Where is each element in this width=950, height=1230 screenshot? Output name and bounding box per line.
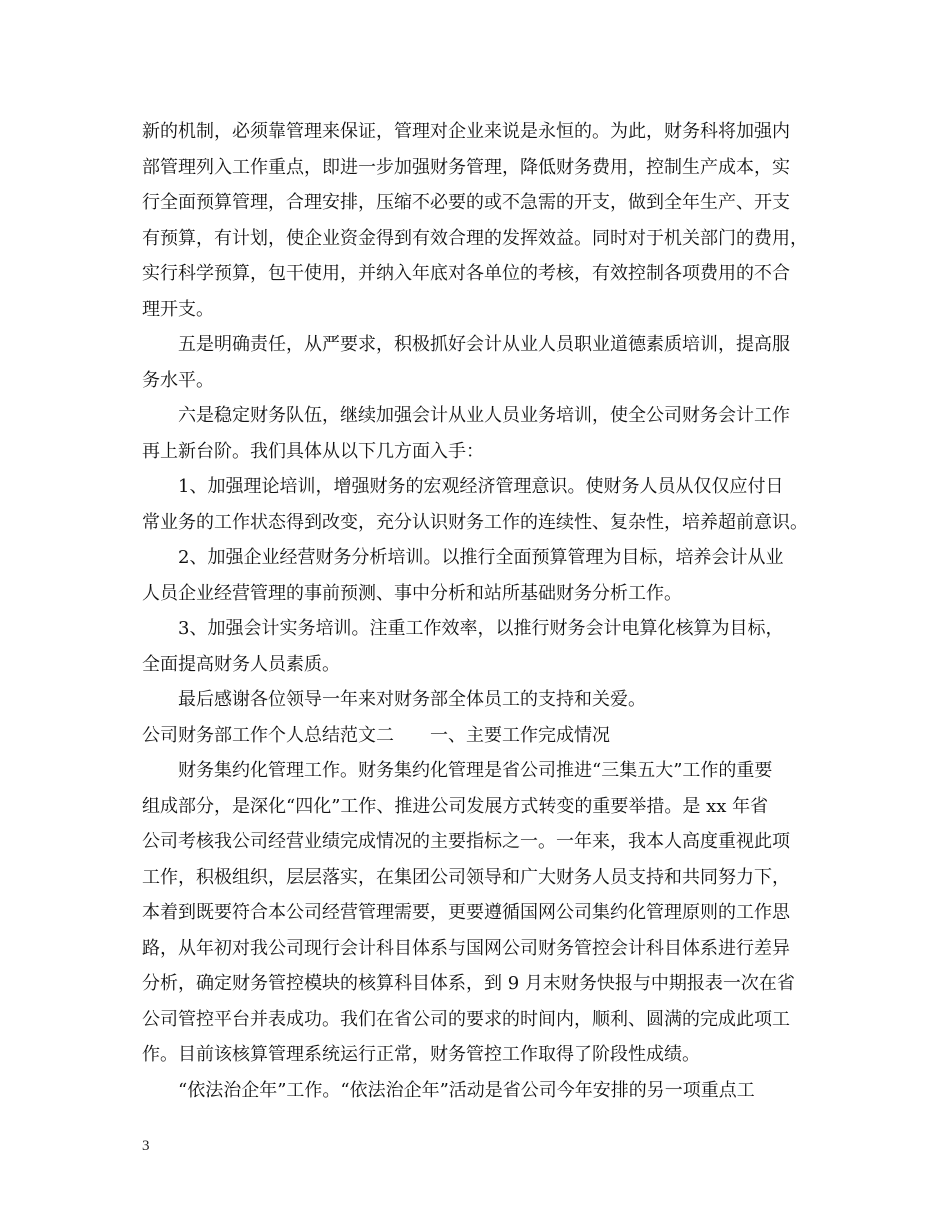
text-line: 常业务的工作状态得到改变，充分认识财务工作的连续性、复杂性，培养超前意识。 [142, 511, 808, 533]
text-line: 部管理列入工作重点，即进一步加强财务管理，降低财务费用，控制生产成本，实 [142, 156, 790, 178]
text-line: 1、加强理论培训，增强财务的宏观经济管理意识。使财务人员从仅仅应付日 [178, 476, 784, 497]
text-line: 再上新台阶。我们具体从以下几方面入手： [142, 440, 484, 462]
text-line: 作。目前该核算管理系统运行正常，财务管控工作取得了阶段性成绩。 [142, 1044, 700, 1065]
text-line: 分析，确定财务管控模块的核算科目体系，到 9 月末财务快报与中期报表一次在省 [142, 973, 795, 994]
text-line: 有预算，有计划，使企业资金得到有效合理的发挥效益。同时对于机关部门的费用， [142, 227, 808, 249]
text-line: 3、加强会计实务培训。注重工作效率，以推行财务会计电算化核算为目标， [178, 618, 784, 639]
text-line: 2、加强企业经营财务分析培训。以推行全面预算管理为目标，培养会计从业 [178, 547, 784, 568]
text-line: 理开支。 [142, 298, 214, 320]
text-line: 组成部分，是深化“四化”工作、推进公司发展方式转变的重要举措。是 xx 年省 [142, 795, 769, 817]
text-line: 本着到既要符合本公司经营管理需要，更要遵循国网公司集约化管理原则的工作思 [142, 902, 790, 923]
text-line: 务水平。 [142, 369, 214, 391]
text-line: 人员企业经营管理的事前预测、事中分析和站所基础财务分析工作。 [142, 582, 682, 604]
page-number: 3 [142, 1138, 150, 1154]
text-line: “依法治企年”工作。“依法治企年”活动是省公司今年安排的另一项重点工 [178, 1079, 755, 1101]
text-line: 公司管控平台并表成功。我们在省公司的要求的时间内，顺利、圆满的完成此项工 [142, 1008, 790, 1030]
text-line: 公司考核我公司经营业绩完成情况的主要指标之一。一年来，我本人高度重视此项 [142, 831, 790, 852]
text-line: 全面提高财务人员素质。 [142, 653, 340, 675]
text-line: 六是稳定财务队伍，继续加强会计从业人员业务培训，使全公司财务会计工作 [178, 405, 790, 426]
body-text [142, 114, 814, 1108]
text-line: 工作，积极组织，层层落实，在集团公司领导和广大财务人员支持和共同努力下， [142, 866, 790, 888]
text-line: 五是明确责任，从严要求，积极抓好会计从业人员职业道德素质培训，提高服 [178, 334, 790, 355]
text-line: 新的机制，必须靠管理来保证，管理对企业来说是永恒的。为此，财务科将加强内 [142, 121, 790, 142]
text-line: 路，从年初对我公司现行会计科目体系与国网公司财务管控会计科目体系进行差异 [142, 937, 790, 959]
text-line: 最后感谢各位领导一年来对财务部全体员工的支持和关爱。 [178, 689, 646, 710]
text-line: 实行科学预算，包干使用，并纳入年底对各单位的考核，有效控制各项费用的不合 [142, 263, 790, 284]
text-line: 行全面预算管理，合理安排，压缩不必要的或不急需的开支，做到全年生产、开支 [142, 192, 790, 213]
text-line: 公司财务部工作个人总结范文二 一、主要工作完成情况 [142, 724, 610, 746]
text-line: 财务集约化管理工作。财务集约化管理是省公司推进“三集五大”工作的重要 [178, 760, 773, 781]
